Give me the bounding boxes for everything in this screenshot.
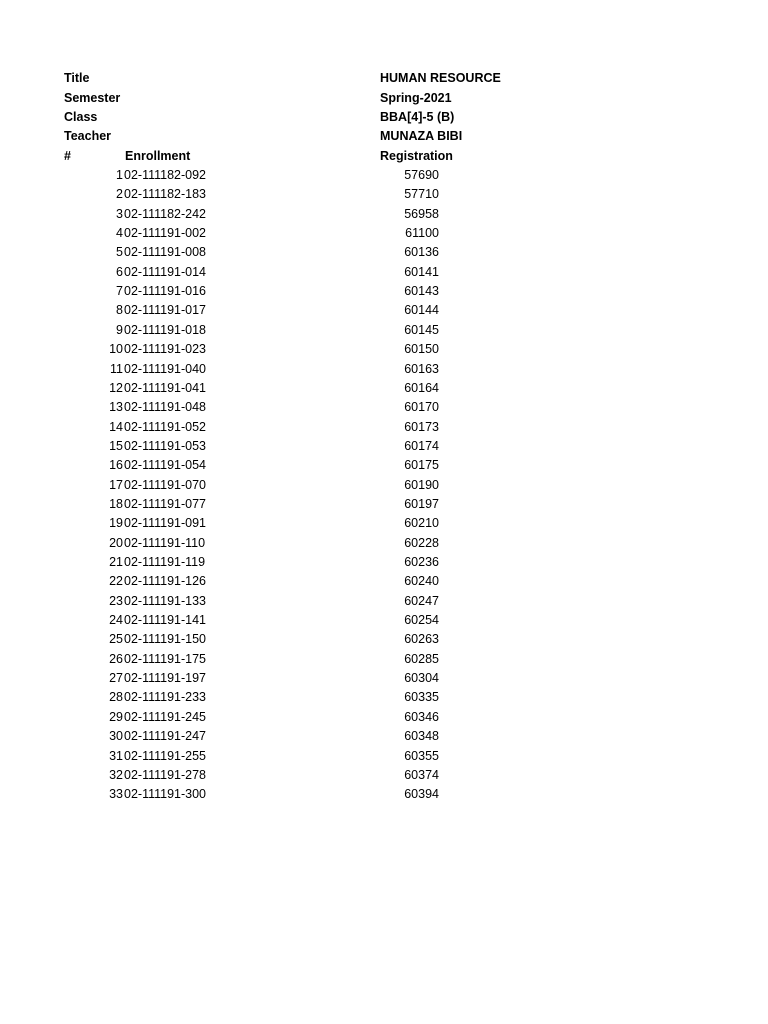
registration-cell: 60144 <box>404 303 439 317</box>
enrollment-cell: 02-111191-150 <box>124 632 207 646</box>
table-row <box>0 418 768 437</box>
registration-cell: 60247 <box>404 594 439 608</box>
enrollment-cell: 02-111191-247 <box>124 729 207 743</box>
enrollment-cell: 02-111191-016 <box>124 284 207 298</box>
row-number: 19 <box>109 516 123 530</box>
enrollment-cell: 02-111191-070 <box>124 478 207 492</box>
registration-cell: 60190 <box>404 478 439 492</box>
row-number: 33 <box>109 787 123 801</box>
table-row <box>0 611 768 630</box>
registration-cell: 60394 <box>404 787 439 801</box>
enrollment-cell: 02-111191-197 <box>124 671 207 685</box>
row-number: 12 <box>109 381 123 395</box>
table-row <box>0 630 768 649</box>
enrollment-cell: 02-111191-110 <box>124 536 206 550</box>
row-number: 3 <box>116 207 123 221</box>
table-row <box>0 185 768 204</box>
row-number: 15 <box>109 439 123 453</box>
enrollment-cell: 02-111191-091 <box>124 516 207 530</box>
teacher-value: MUNAZA BIBI <box>380 129 463 143</box>
table-row <box>0 379 768 398</box>
teacher-row <box>0 127 768 146</box>
registration-cell: 60170 <box>404 400 439 414</box>
table-row <box>0 321 768 340</box>
registration-cell: 60173 <box>404 420 439 434</box>
class-value: BBA[4]-5 (B) <box>380 110 455 124</box>
table-row <box>0 166 768 185</box>
row-number: 1 <box>116 168 123 182</box>
row-number: 29 <box>109 710 123 724</box>
enrollment-cell: 02-111191-119 <box>124 555 206 569</box>
table-row <box>0 437 768 456</box>
table-row <box>0 456 768 475</box>
title-value: HUMAN RESOURCE <box>380 71 501 85</box>
enrollment-cell: 02-111191-014 <box>124 265 207 279</box>
enrollment-cell: 02-111191-126 <box>124 574 207 588</box>
registration-cell: 61100 <box>405 226 439 240</box>
enrollment-cell: 02-111191-040 <box>124 362 207 376</box>
row-number: 4 <box>116 226 123 240</box>
table-row <box>0 514 768 533</box>
row-number: 22 <box>109 574 123 588</box>
column-header-enrollment: Enrollment <box>125 149 191 163</box>
enrollment-cell: 02-111191-017 <box>124 303 207 317</box>
enrollment-cell: 02-111191-052 <box>124 420 207 434</box>
enrollment-cell: 02-111191-077 <box>124 497 207 511</box>
table-row <box>0 282 768 301</box>
row-number: 7 <box>116 284 123 298</box>
teacher-label: Teacher <box>64 129 112 143</box>
row-number: 8 <box>116 303 123 317</box>
row-number: 11 <box>110 362 123 376</box>
registration-cell: 60374 <box>404 768 439 782</box>
row-number: 30 <box>109 729 123 743</box>
row-number: 20 <box>109 536 123 550</box>
enrollment-cell: 02-111191-300 <box>124 787 207 801</box>
registration-cell: 60164 <box>404 381 439 395</box>
table-row <box>0 572 768 591</box>
enrollment-cell: 02-111191-133 <box>124 594 207 608</box>
enrollment-cell: 02-111191-053 <box>124 439 207 453</box>
table-row <box>0 785 768 804</box>
registration-cell: 60228 <box>404 536 439 550</box>
row-number: 17 <box>109 478 123 492</box>
title-row <box>0 69 768 88</box>
row-number: 21 <box>109 555 123 569</box>
registration-cell: 60143 <box>404 284 439 298</box>
table-row <box>0 727 768 746</box>
table-row <box>0 650 768 669</box>
registration-cell: 60145 <box>404 323 439 337</box>
registration-cell: 60236 <box>404 555 439 569</box>
registration-cell: 60210 <box>404 516 439 530</box>
table-row <box>0 205 768 224</box>
table-row <box>0 669 768 688</box>
column-header-number: # <box>64 149 71 163</box>
enrollment-cell: 02-111182-183 <box>124 187 207 201</box>
row-number: 6 <box>116 265 123 279</box>
registration-cell: 60348 <box>404 729 439 743</box>
row-number: 18 <box>109 497 123 511</box>
enrollment-cell: 02-111191-175 <box>124 652 207 666</box>
table-row <box>0 534 768 553</box>
table-row <box>0 476 768 495</box>
table-row <box>0 243 768 262</box>
row-number: 32 <box>109 768 123 782</box>
table-row <box>0 360 768 379</box>
enrollment-cell: 02-111191-245 <box>124 710 207 724</box>
enrollment-cell: 02-111191-002 <box>124 226 207 240</box>
table-row <box>0 688 768 707</box>
registration-cell: 60150 <box>404 342 439 356</box>
table-row <box>0 224 768 243</box>
class-label: Class <box>64 110 98 124</box>
row-number: 5 <box>116 245 123 259</box>
registration-cell: 60175 <box>404 458 439 472</box>
registration-cell: 60335 <box>404 690 439 704</box>
table-row <box>0 708 768 727</box>
table-row <box>0 301 768 320</box>
registration-cell: 60263 <box>404 632 439 646</box>
registration-cell: 60254 <box>404 613 439 627</box>
semester-value: Spring-2021 <box>380 91 452 105</box>
row-number: 24 <box>109 613 123 627</box>
registration-cell: 57710 <box>404 187 439 201</box>
registration-cell: 56958 <box>404 207 439 221</box>
semester-label: Semester <box>64 91 121 105</box>
row-number: 16 <box>109 458 123 472</box>
enrollment-cell: 02-111191-023 <box>124 342 207 356</box>
enrollment-cell: 02-111182-092 <box>124 168 207 182</box>
row-number: 9 <box>116 323 123 337</box>
enrollment-cell: 02-111191-041 <box>124 381 207 395</box>
class-row <box>0 108 768 127</box>
table-row <box>0 263 768 282</box>
row-number: 27 <box>109 671 123 685</box>
registration-cell: 60174 <box>404 439 439 453</box>
enrollment-cell: 02-111191-018 <box>124 323 207 337</box>
row-number: 26 <box>109 652 123 666</box>
table-row <box>0 398 768 417</box>
enrollment-cell: 02-111182-242 <box>124 207 207 221</box>
registration-cell: 60355 <box>404 749 439 763</box>
table-header-row <box>0 147 768 166</box>
row-number: 25 <box>109 632 123 646</box>
row-number: 2 <box>116 187 123 201</box>
table-row <box>0 747 768 766</box>
enrollment-cell: 02-111191-278 <box>124 768 207 782</box>
registration-cell: 60240 <box>404 574 439 588</box>
row-number: 13 <box>109 400 123 414</box>
enrollment-cell: 02-111191-141 <box>124 613 207 627</box>
registration-cell: 60285 <box>404 652 439 666</box>
enrollment-cell: 02-111191-054 <box>124 458 207 472</box>
column-header-registration: Registration <box>380 149 453 163</box>
registration-cell: 57690 <box>404 168 439 182</box>
row-number: 31 <box>109 749 123 763</box>
row-number: 10 <box>109 342 123 356</box>
registration-cell: 60163 <box>404 362 439 376</box>
row-number: 14 <box>109 420 123 434</box>
title-label: Title <box>64 71 90 85</box>
registration-cell: 60304 <box>404 671 439 685</box>
enrollment-cell: 02-111191-255 <box>124 749 207 763</box>
table-row <box>0 340 768 359</box>
registration-cell: 60136 <box>404 245 439 259</box>
enrollment-cell: 02-111191-233 <box>124 690 207 704</box>
table-row <box>0 553 768 572</box>
semester-row <box>0 89 768 108</box>
registration-cell: 60197 <box>404 497 439 511</box>
registration-cell: 60346 <box>404 710 439 724</box>
table-row <box>0 592 768 611</box>
registration-cell: 60141 <box>404 265 439 279</box>
enrollment-cell: 02-111191-008 <box>124 245 207 259</box>
table-row <box>0 495 768 514</box>
row-number: 28 <box>109 690 123 704</box>
row-number: 23 <box>109 594 123 608</box>
table-row <box>0 766 768 785</box>
enrollment-cell: 02-111191-048 <box>124 400 207 414</box>
